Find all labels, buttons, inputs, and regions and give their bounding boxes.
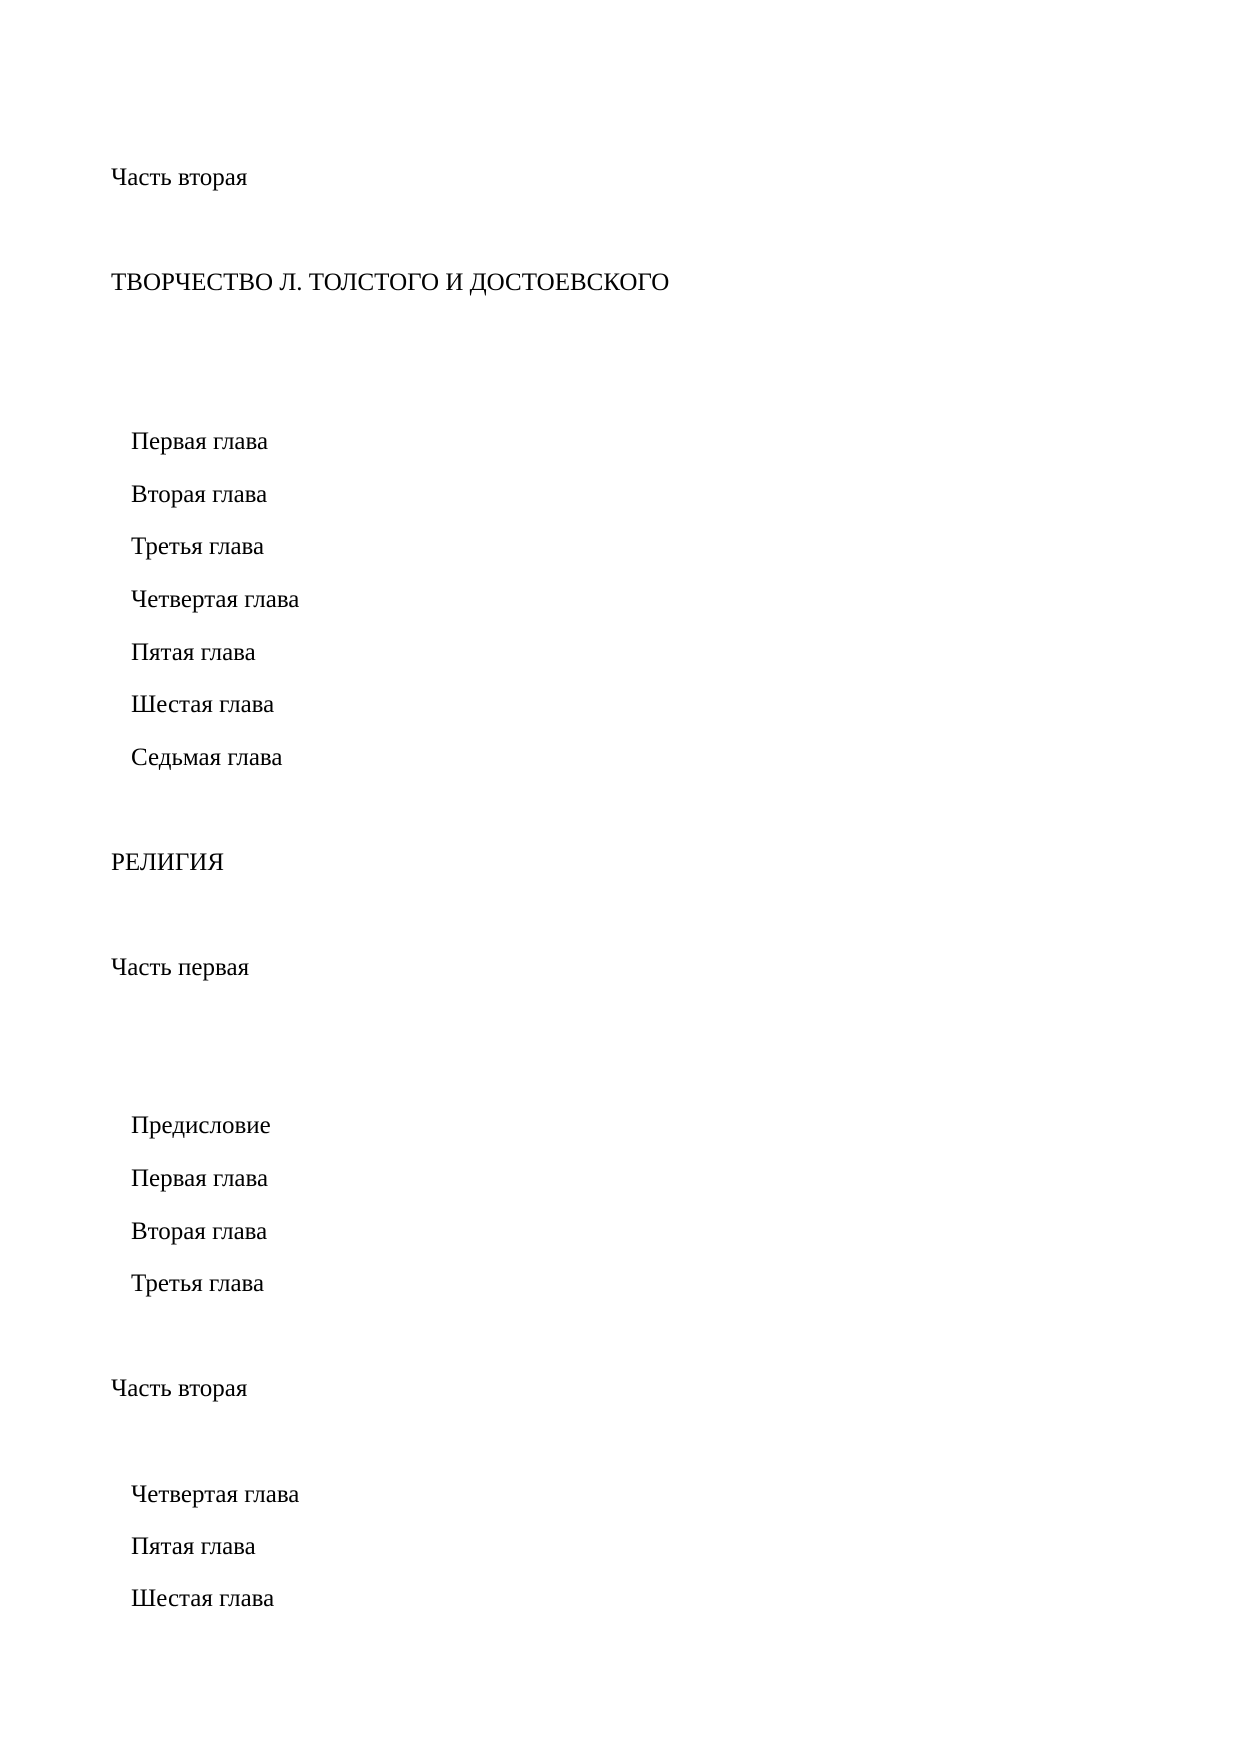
part-heading: Часть вторая [111, 1375, 248, 1402]
chapter-item: Третья глава [131, 533, 265, 560]
part-heading: Часть вторая [111, 164, 248, 191]
chapter-item: Предисловие [131, 1112, 271, 1139]
chapter-item: Вторая глава [131, 1218, 268, 1245]
chapter-item: Пятая глава [131, 1533, 256, 1560]
section-heading: РЕЛИГИЯ [111, 849, 225, 876]
chapter-item: Вторая глава [131, 481, 268, 508]
section-heading: ТВОРЧЕСТВО Л. ТОЛСТОГО И ДОСТОЕВСКОГО [111, 269, 670, 296]
chapter-item: Четвертая глава [131, 1481, 300, 1508]
chapter-item: Седьмая глава [131, 744, 283, 771]
chapter-item: Первая глава [131, 428, 269, 455]
chapter-item: Шестая глава [131, 691, 275, 718]
chapter-item: Третья глава [131, 1270, 265, 1297]
chapter-item: Шестая глава [131, 1585, 275, 1612]
chapter-item: Четвертая глава [131, 586, 300, 613]
chapter-item: Первая глава [131, 1165, 269, 1192]
part-heading: Часть первая [111, 954, 250, 981]
chapter-item: Пятая глава [131, 639, 256, 666]
